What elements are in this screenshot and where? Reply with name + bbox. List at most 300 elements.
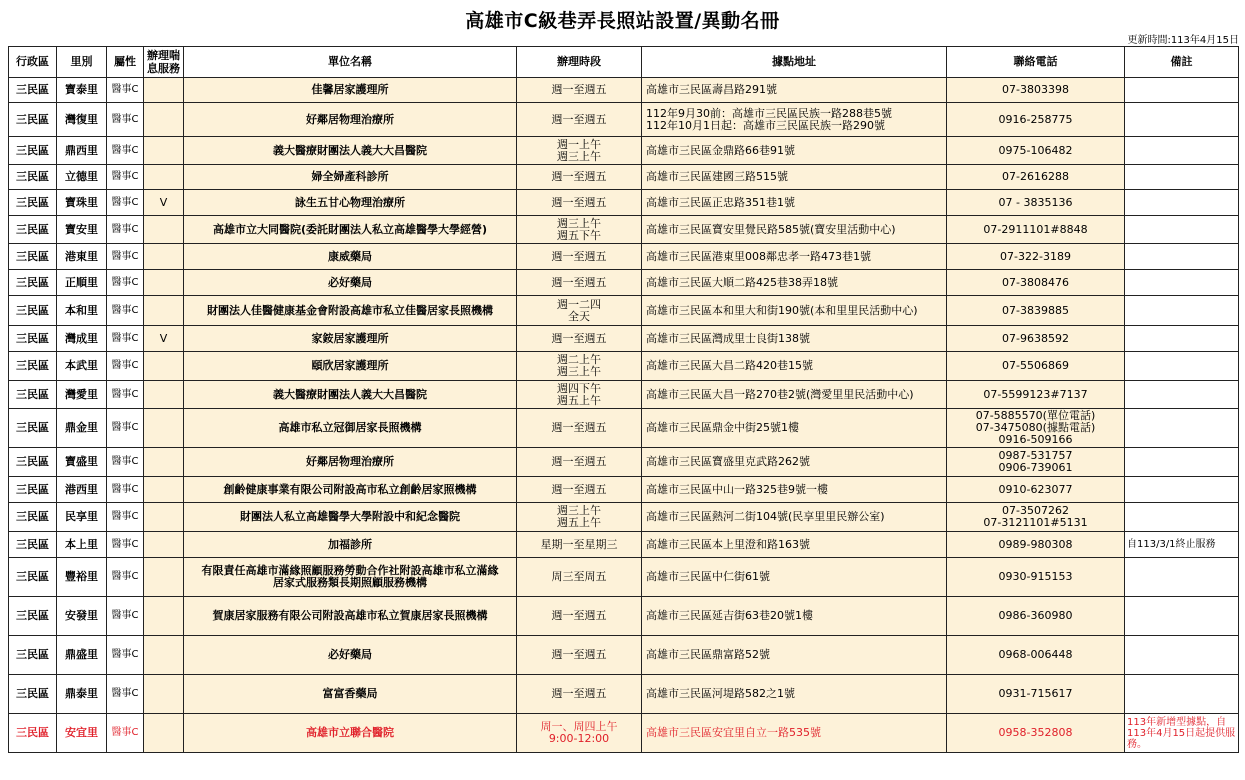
phone-cell [947,558,1125,597]
type-cell: 醫事C [107,190,144,216]
cell-line: 高雄市三民區本上里澄和路163號 [646,537,810,551]
respite-cell [144,597,184,636]
cell-line: 高雄市三民區正忠路351巷1號 [646,195,795,209]
respite-cell [144,216,184,244]
table-row [9,78,1239,103]
li-cell: 民享里 [57,503,107,532]
note-cell [1125,216,1239,244]
table-header-row [9,47,1239,78]
cell-line: 高雄市立大同醫院(委託財團法人私立高雄醫學大學經營) [212,222,488,236]
note-cell [1125,558,1239,597]
cell-line: 高雄市三民區延吉街63巷20號1樓 [646,609,813,622]
district-cell: 三民區 [9,216,57,244]
cell-line: 週五上午 [557,516,601,529]
cell-line: 頤欣居家護理所 [311,359,389,372]
address-cell [642,597,947,636]
respite-cell [144,448,184,477]
header-unit-name: 單位名稱 [184,47,517,78]
respite-cell [144,714,184,753]
address-cell [642,190,947,216]
cell-line: 財團法人私立高雄醫學大學附設中和紀念醫院 [240,510,460,523]
phone-cell [947,503,1125,532]
cell-line: 週一至週五 [551,112,607,126]
note-cell: 113年新增型據點，自113年4月15日起提供服務。 [1125,714,1239,753]
respite-cell: V [144,326,184,352]
header-li: 里別 [57,47,107,78]
update-time: 更新時間:113年4月15日 [1127,35,1239,46]
phone-cell [947,714,1125,753]
li-cell: 豐裕里 [57,558,107,597]
cell-line: 週一至週五 [551,170,607,183]
table-row [9,477,1239,503]
cell-line: 週一至週五 [551,648,607,661]
phone-cell [947,477,1125,503]
unit-name-cell [184,597,517,636]
address-cell [642,381,947,409]
note-cell [1125,296,1239,326]
header-hours: 辦理時段 [517,47,642,78]
header-note: 備註 [1125,47,1239,78]
district-cell: 三民區 [9,558,57,597]
phone-cell [947,636,1125,675]
unit-name-cell [184,448,517,477]
cell-line: 0986-360980 [998,609,1073,622]
type-cell: 醫事C [107,103,144,137]
unit-name-cell [184,165,517,190]
cell-line: 週一至週五 [551,687,607,700]
respite-cell [144,137,184,165]
cell-line: 07-3475080(據點電話) [975,421,1096,434]
li-cell: 鼎金里 [57,409,107,448]
li-cell: 鼎西里 [57,137,107,165]
cell-line: 創齡健康事業有限公司附設高市私立創齡居家照機構 [223,482,477,496]
header-type: 屬性 [107,47,144,78]
cell-line: 07-3808476 [1002,275,1069,289]
li-cell: 本和里 [57,296,107,326]
cell-line: 佳馨居家護理所 [311,83,389,96]
respite-cell [144,165,184,190]
cell-line: 高雄市三民區熱河二街104號(民享里里民辦公室) [646,510,885,523]
note-cell [1125,503,1239,532]
cell-line: 週一至週五 [551,275,607,289]
cell-line: 週三上午 [557,365,601,378]
cell-line: 必好藥局 [328,648,372,661]
li-cell: 本上里 [57,532,107,558]
cell-line: 07 - 3835136 [998,195,1073,209]
district-cell: 三民區 [9,597,57,636]
cell-line: 112年9月30前：高雄市三民區民族一路288巷5號 [646,106,892,120]
type-cell: 醫事C [107,714,144,753]
note-cell [1125,636,1239,675]
cell-line: 週五上午 [557,393,601,407]
cell-line: 0931-715617 [998,687,1073,700]
respite-cell [144,675,184,714]
cell-line: 高雄市私立冠御居家長照機構 [278,421,422,434]
hours-cell [517,326,642,352]
cell-line: 0989-980308 [998,537,1073,551]
cell-line: 0958-352808 [998,726,1073,739]
address-cell [642,558,947,597]
hours-cell [517,714,642,753]
cell-line: 高雄市三民區寶安里覺民路585號(寶安里活動中心) [646,222,896,236]
phone-cell [947,296,1125,326]
li-cell: 寶珠里 [57,190,107,216]
unit-name-cell [184,78,517,103]
cell-line: 義大醫療財團法人義大大昌醫院 [273,387,427,401]
district-cell: 三民區 [9,636,57,675]
cell-line: 高雄市三民區建國三路515號 [646,170,788,183]
type-cell: 醫事C [107,597,144,636]
cell-line: 週一至週五 [551,482,607,496]
cell-line: 好鄰居物理治療所 [306,455,394,468]
cell-line: 財團法人佳醫健康基金會附設高雄市私立佳醫居家長照機構 [207,303,493,317]
phone-cell [947,532,1125,558]
respite-cell [144,477,184,503]
address-cell [642,448,947,477]
type-cell: 醫事C [107,381,144,409]
cell-line: 週一上午 [557,137,601,151]
unit-name-cell [184,190,517,216]
unit-name-cell [184,137,517,165]
unit-name-cell [184,409,517,448]
cell-line: 高雄市三民區大昌一路270巷2號(灣愛里里民活動中心) [646,387,914,401]
cell-line: 義大醫療財團法人義大大昌醫院 [273,143,427,157]
respite-cell [144,381,184,409]
li-cell: 港東里 [57,244,107,270]
address-cell [642,165,947,190]
district-cell: 三民區 [9,714,57,753]
unit-name-cell [184,532,517,558]
cell-line: 高雄市三民區金鼎路66巷91號 [646,143,795,157]
unit-name-cell [184,558,517,597]
address-cell [642,137,947,165]
cell-line: 週二上午 [557,353,601,366]
hours-cell [517,244,642,270]
header-district: 行政區 [9,47,57,78]
cell-line: 加福診所 [328,537,372,551]
li-cell: 寶泰里 [57,78,107,103]
table-row [9,137,1239,165]
type-cell: 醫事C [107,78,144,103]
type-cell: 醫事C [107,409,144,448]
hours-cell [517,103,642,137]
cell-line: 周三至周五 [551,570,607,583]
address-cell [642,675,947,714]
cell-line: 高雄市立聯合醫院 [306,726,394,739]
district-cell: 三民區 [9,103,57,137]
note-cell [1125,352,1239,381]
table-row [9,216,1239,244]
district-cell: 三民區 [9,448,57,477]
cell-line: 07-3803398 [1002,83,1069,96]
li-cell: 灣愛里 [57,381,107,409]
note-cell [1125,381,1239,409]
cell-line: 高雄市三民區寶盛里克武路262號 [646,455,810,468]
table-row [9,352,1239,381]
hours-cell [517,477,642,503]
unit-name-cell [184,244,517,270]
cell-line: 07-3839885 [1002,303,1069,317]
district-cell: 三民區 [9,78,57,103]
cell-line: 星期一至星期三 [540,537,618,551]
note-cell [1125,675,1239,714]
unit-name-cell [184,352,517,381]
unit-name-cell [184,381,517,409]
cell-line: 高雄市三民區中山一路325巷9號一樓 [646,482,828,496]
cell-line: 週一至週五 [551,331,607,345]
note-cell [1125,448,1239,477]
note-cell [1125,326,1239,352]
cell-line: 週三上午 [557,504,601,517]
hours-cell [517,558,642,597]
district-cell: 三民區 [9,503,57,532]
table-row [9,165,1239,190]
li-cell: 本武里 [57,352,107,381]
address-cell [642,78,947,103]
cell-line: 0987-531757 [998,449,1073,462]
phone-cell [947,78,1125,103]
table-row [9,381,1239,409]
header-respite: 辦理喘息服務 [144,47,184,78]
cell-line: 高雄市三民區鼎富路52號 [646,648,770,661]
district-cell: 三民區 [9,270,57,296]
li-cell: 鼎盛里 [57,636,107,675]
address-cell [642,216,947,244]
respite-cell [144,244,184,270]
cell-line: 週五下午 [557,228,601,242]
li-cell: 灣成里 [57,326,107,352]
table-row [9,409,1239,448]
unit-name-cell [184,296,517,326]
note-cell: 自113/3/1終止服務 [1125,532,1239,558]
note-cell [1125,103,1239,137]
header-phone: 聯絡電話 [947,47,1125,78]
type-cell: 醫事C [107,532,144,558]
district-cell: 三民區 [9,296,57,326]
address-cell [642,296,947,326]
table-row [9,636,1239,675]
table-row [9,296,1239,326]
address-cell [642,326,947,352]
respite-cell [144,532,184,558]
cell-line: 0975-106482 [998,143,1073,157]
li-cell: 安發里 [57,597,107,636]
hours-cell [517,78,642,103]
table-row [9,326,1239,352]
phone-cell [947,326,1125,352]
district-cell: 三民區 [9,244,57,270]
district-cell: 三民區 [9,409,57,448]
table-row [9,714,1239,753]
phone-cell [947,165,1125,190]
note-cell [1125,244,1239,270]
cell-line: 07-322-3189 [1000,249,1071,263]
cell-line: 07-9638592 [1002,331,1069,345]
cell-line: 07-5506869 [1002,359,1069,372]
hours-cell [517,448,642,477]
address-cell [642,409,947,448]
cell-line: 07-2616288 [1002,170,1069,183]
type-cell: 醫事C [107,448,144,477]
respite-cell: V [144,190,184,216]
cell-line: 高雄市三民區安宜里自立一路535號 [646,726,821,739]
cell-line: 全天 [568,309,590,323]
note-cell [1125,409,1239,448]
cell-line: 居家式服務類長期照顧服務機構 [273,576,427,589]
note-cell [1125,190,1239,216]
cell-line: 婦全婦產科診所 [311,170,389,183]
table-row [9,103,1239,137]
respite-cell [144,78,184,103]
hours-cell [517,137,642,165]
cell-line: 高雄市三民區鼎金中街25號1樓 [646,421,799,434]
cell-line: 週一至週五 [551,609,607,622]
phone-cell [947,381,1125,409]
hours-cell [517,352,642,381]
unit-name-cell [184,714,517,753]
li-cell: 港西里 [57,477,107,503]
phone-cell [947,597,1125,636]
table-row [9,270,1239,296]
cell-line: 有限責任高雄市滿緣照顧服務勞動合作社附設高雄市私立滿緣 [201,564,499,577]
address-cell [642,503,947,532]
phone-cell [947,190,1125,216]
cell-line: 週三上午 [557,149,601,163]
table-row [9,503,1239,532]
unit-name-cell [184,636,517,675]
cell-line: 高雄市三民區大昌二路420巷15號 [646,359,813,372]
hours-cell [517,270,642,296]
cell-line: 必好藥局 [328,275,372,289]
cell-line: 週一二四 [557,297,601,311]
cell-line: 07-3507262 [1002,504,1069,517]
phone-cell [947,448,1125,477]
cell-line: 周一、周四上午 [540,720,618,733]
phone-cell [947,103,1125,137]
cell-line: 高雄市三民區壽昌路291號 [646,83,777,96]
li-cell: 正順里 [57,270,107,296]
table-row [9,190,1239,216]
address-cell [642,103,947,137]
cell-line: 週一至週五 [551,195,607,209]
cell-line: 高雄市三民區大順二路425巷38弄18號 [646,275,838,289]
type-cell: 醫事C [107,477,144,503]
district-cell: 三民區 [9,532,57,558]
cell-line: 高雄市三民區灣成里士良街138號 [646,331,810,345]
address-cell [642,714,947,753]
li-cell: 鼎泰里 [57,675,107,714]
table-row [9,448,1239,477]
cell-line: 週三上午 [557,216,601,230]
respite-cell [144,270,184,296]
cell-line: 高雄市三民區本和里大和街190號(本和里里民活動中心) [646,303,918,317]
unit-name-cell [184,270,517,296]
unit-name-cell [184,477,517,503]
note-cell [1125,165,1239,190]
type-cell: 醫事C [107,636,144,675]
cell-line: 週一至週五 [551,249,607,263]
type-cell: 醫事C [107,216,144,244]
respite-cell [144,636,184,675]
cell-line: 0910-623077 [998,482,1073,496]
hours-cell [517,532,642,558]
li-cell: 寶盛里 [57,448,107,477]
district-cell: 三民區 [9,675,57,714]
hours-cell [517,597,642,636]
cell-line: 高雄市三民區港東里008鄰忠孝一路473巷1號 [646,249,871,263]
address-cell [642,352,947,381]
note-cell [1125,137,1239,165]
address-cell [642,244,947,270]
cell-line: 07-3121101#5131 [983,516,1088,529]
cell-line: 週一至週五 [551,455,607,468]
type-cell: 醫事C [107,137,144,165]
respite-cell [144,352,184,381]
hours-cell [517,165,642,190]
respite-cell [144,503,184,532]
address-cell [642,270,947,296]
li-cell: 寶安里 [57,216,107,244]
type-cell: 醫事C [107,244,144,270]
unit-name-cell [184,216,517,244]
district-cell: 三民區 [9,190,57,216]
phone-cell [947,409,1125,448]
respite-cell [144,558,184,597]
cell-line: 07-5885570(單位電話) [975,409,1096,422]
unit-name-cell [184,503,517,532]
address-cell [642,477,947,503]
cell-line: 家銨居家護理所 [311,331,389,345]
cell-line: 0906-739061 [998,461,1073,474]
unit-name-cell [184,103,517,137]
respite-cell [144,409,184,448]
type-cell: 醫事C [107,326,144,352]
district-cell: 三民區 [9,137,57,165]
table-row [9,675,1239,714]
note-cell [1125,477,1239,503]
hours-cell [517,296,642,326]
table-row [9,244,1239,270]
cell-line: 賀康居家服務有限公司附設高雄市私立賀康居家長照機構 [212,609,488,622]
district-cell: 三民區 [9,165,57,190]
cell-line: 0930-915153 [998,570,1073,583]
cell-line: 週四下午 [557,381,601,395]
district-cell: 三民區 [9,326,57,352]
phone-cell [947,352,1125,381]
hours-cell [517,409,642,448]
cell-line: 好鄰居物理治療所 [306,112,394,126]
type-cell: 醫事C [107,270,144,296]
li-cell: 安宜里 [57,714,107,753]
district-cell: 三民區 [9,477,57,503]
header-address: 據點地址 [642,47,947,78]
cell-line: 康威藥局 [328,249,372,263]
address-cell [642,636,947,675]
unit-name-cell [184,326,517,352]
li-cell: 灣復里 [57,103,107,137]
cell-line: 07-5599123#7137 [983,387,1088,401]
note-cell [1125,78,1239,103]
facility-table [8,46,1239,753]
district-cell: 三民區 [9,352,57,381]
respite-cell [144,103,184,137]
hours-cell [517,381,642,409]
cell-line: 0916-509166 [998,433,1073,446]
type-cell: 醫事C [107,503,144,532]
phone-cell [947,244,1125,270]
hours-cell [517,216,642,244]
district-cell: 三民區 [9,381,57,409]
